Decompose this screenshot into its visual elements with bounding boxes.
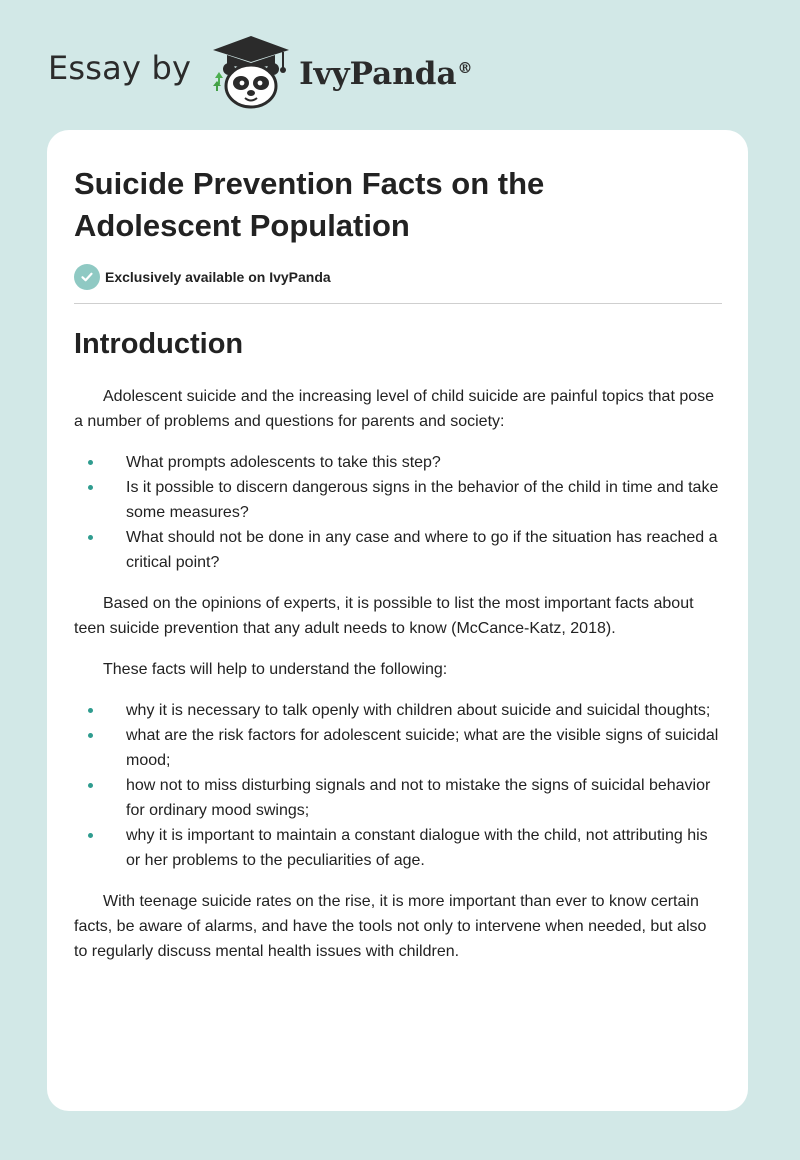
bullet-icon — [88, 460, 93, 465]
bullet-icon — [88, 485, 93, 490]
badge-label: Exclusively available on IvyPanda — [105, 269, 331, 285]
experts-paragraph: Based on the opinions of experts, it is possible to list the most important facts about teen suicide prevention that any adult needs to know (McCance-Katz, 2018). — [74, 595, 694, 637]
list-item — [74, 475, 722, 525]
bullet-icon — [88, 833, 93, 838]
page-title: Suicide Prevention Facts on the Adolescent Population — [74, 166, 545, 243]
list-item-text: What prompts adolescents to take this step? — [126, 454, 441, 471]
bullet-icon — [88, 733, 93, 738]
bullet-icon — [88, 535, 93, 540]
list-item-text: how not to miss disturbing signals and not to mistake the signs of suicidal behavior for ordinary mood swings; — [126, 777, 711, 819]
facts-list — [74, 698, 722, 873]
list-item — [74, 823, 722, 873]
essay-by-label: Essay by — [48, 49, 192, 87]
questions-list — [74, 450, 722, 575]
registered-mark: ® — [457, 58, 473, 77]
section-heading: Introduction — [74, 328, 244, 360]
list-item — [74, 773, 722, 823]
list-item-text: why it is important to maintain a constant dialogue with the child, not attributing his or her problems to the peculiarities of age. — [126, 827, 708, 869]
check-circle-icon — [74, 264, 100, 290]
list-item — [74, 450, 722, 475]
ivy-leaf-icon — [213, 72, 223, 91]
exclusive-badge — [74, 264, 331, 290]
list-item-text: why it is necessary to talk openly with children about suicide and suicidal thoughts; — [126, 702, 711, 719]
list-item-text: what are the risk factors for adolescent suicide; what are the visible signs of suicidal mood; — [126, 727, 719, 769]
brand-name[interactable] — [299, 56, 472, 92]
list-item — [74, 723, 722, 773]
list-item-text: What should not be done in any case and where to go if the situation has reached a critical point? — [126, 529, 718, 571]
article-card — [47, 130, 748, 1111]
bullet-icon — [88, 708, 93, 713]
divider — [74, 303, 722, 304]
site-header — [48, 34, 473, 110]
facts-intro-paragraph: These facts will help to understand the following: — [103, 661, 448, 678]
list-item-text: Is it possible to discern dangerous signs in the behavior of the child in time and take some measures? — [126, 479, 719, 521]
list-item — [74, 525, 722, 575]
brand-name-text: IvyPanda — [299, 56, 457, 92]
closing-paragraph: With teenage suicide rates on the rise, it is more important than ever to know certain facts, be aware of alarms, and have the tools not only to intervene when needed, but also to regularly discuss mental health issues with children. — [74, 893, 707, 960]
intro-paragraph: Adolescent suicide and the increasing level of child suicide are painful topics that pose a number of problems and questions for parents and society: — [74, 388, 715, 430]
bullet-icon — [88, 783, 93, 788]
article-body — [74, 384, 722, 980]
list-item — [74, 698, 722, 723]
panda-graduation-cap-icon[interactable] — [207, 34, 295, 110]
